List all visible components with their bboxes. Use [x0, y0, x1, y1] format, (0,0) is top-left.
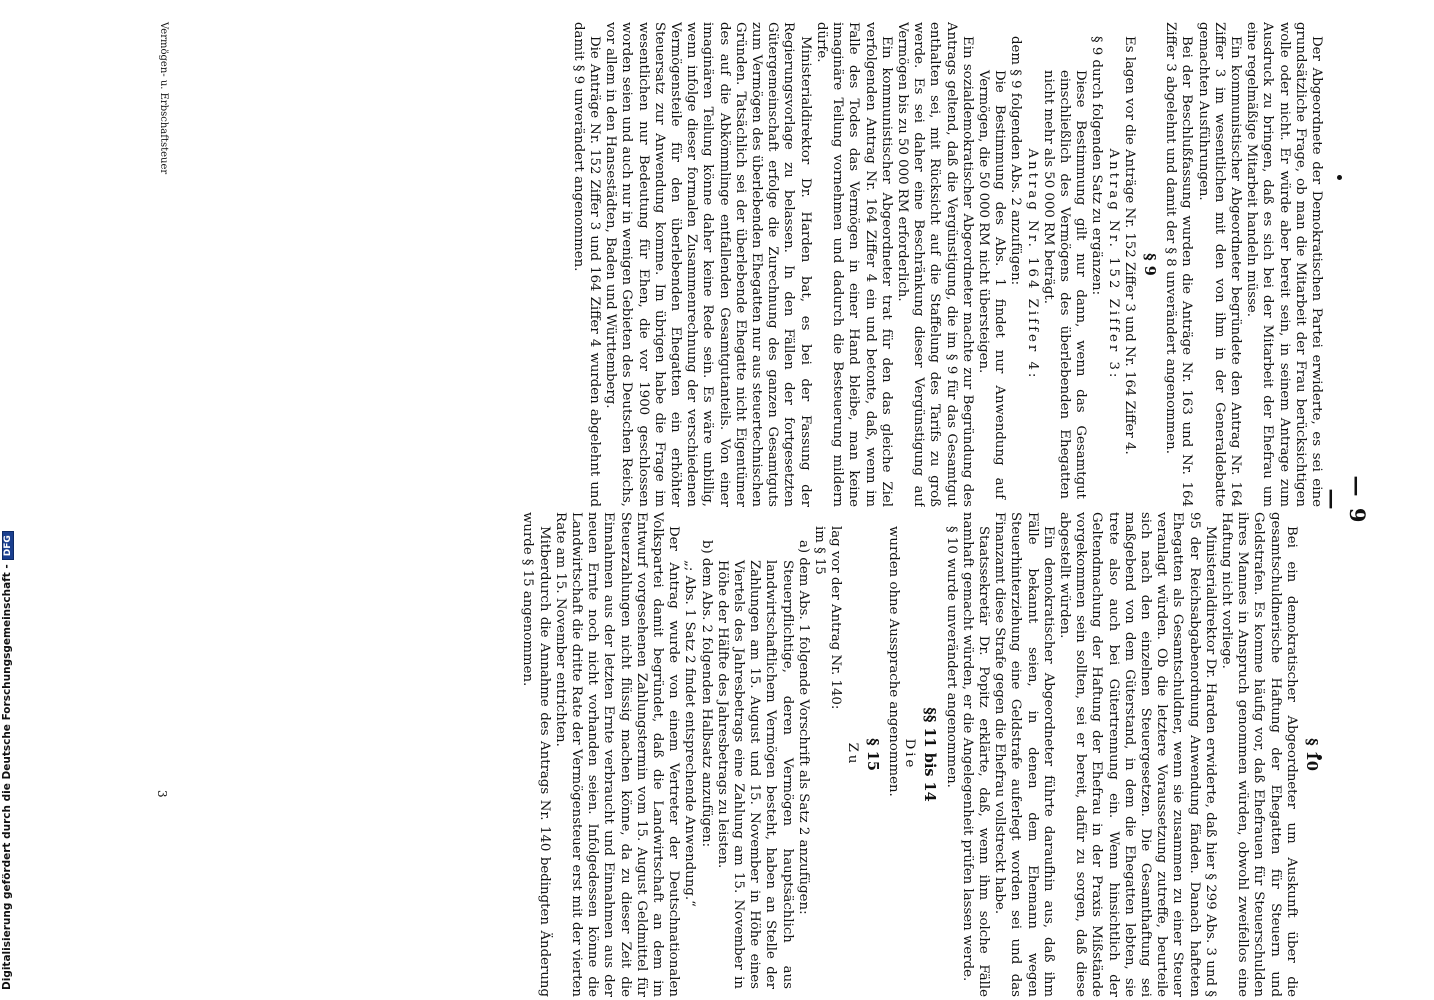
left-column [314, 22, 1324, 507]
sidebar-credit [1, 531, 14, 990]
paragraph: Bei der Beschlußfassung wurden die Anträge Nr. 163 und Nr. 164 Ziffer 3 abgelehnt und damit der § 8 unverändert angenommen. [1163, 22, 1195, 507]
digitization-sidebar [0, 0, 20, 1000]
paragraph: im § 15 [812, 526, 828, 575]
quoted-provision: Die Bestimmung des Abs. 1 findet nur Anwendung auf Vermögen, die 50 000 RM nicht übersteigen. [975, 70, 1008, 499]
list-item: b) dem Abs. 2 folgenden Halbsatz anzufügen: [698, 540, 714, 848]
paragraph: Staatssekretär Dr. Popitz erklärte, daß, wenn ihm solche Fälle namhaft gemacht würden, er die Angelegenheit prüfen lassen werde. [959, 512, 991, 997]
paragraph: lag vor der Antrag Nr. 140: [828, 526, 844, 710]
paragraph: Der Antrag wurde von einem Vertreter der Deutschnationalen Volkspartei damit begründet, daß die Landwirtschaft an dem im Entwurf vorgesehenen Zahlungstermin vom 15. August Geldmittel für Steuerzahlungen nicht flüssig machen könne, da zu dieser Zeit die Einnahmen aus der letzten Ernte verbraucht und Einnahmen aus der neuen Ernte noch nicht vorhanden seien. Infolgedessen könne die Landwirtschaft die dritte Rate der Vermögensteuer erst mit der vierten Rate am 15. November entrichten. [552, 512, 682, 997]
paragraph: Ministerialdirektor Dr. Harden bat, es bei der Fassung der Regierungsvorlage zu belassen. In den Fällen der fortgesetzten Gütergemeinschaft erfolge die Zurechnung des ganzen Gesamtguts zum Vermögen des überlebenden Ehegatten nur aus steuertechnischen Gründen. Tatsächlich sei der überlebende Ehegatte nicht Eigentümer des auf die Abkömmlinge entfallenden Gesamtgutanteils. Von einer imaginären Teilung könne daher keine Rede sein. Es wäre unbillig, wenn infolge dieser formalen Zusammenrechnung der verschiedenen Vermögensteile für den überlebenden Ehegatten ein erhöhter Steuersatz zur Anwendung komme. Im übrigen habe die Frage im wesentlichen nur Bedeutung für Ehen, die vor 1900 geschlossen worden seien und auch nur in wenigen Gebieten des Deutschen Reichs, vor allem in den Hansestädten, Baden und Württemberg. [603, 22, 813, 507]
footer-note: Vermögen- u. Erbschaftsteuer [158, 22, 169, 175]
paragraph: § 10 wurde unverändert angenommen. [943, 526, 959, 788]
section-heading: § 10 [1303, 738, 1320, 771]
paragraph: § 9 durch folgenden Satz zu ergänzen: [1089, 36, 1105, 296]
paragraph: dem § 9 folgenden Abs. 2 anzufügen: [1008, 36, 1024, 286]
paragraph: Bei ein demokratischer Abgeordneter um Auskunft über die gesamtschuldnerische Haftung der Ehegatten für Steuern und Geldstrafen. Es komme häufig vor, daß Ehefrauen für Steuerschulden ihres Mannes in Anspruch genommen würden, obwohl zweifellos eine Haftung nicht vorliege. [1218, 512, 1299, 997]
sidebar-credit-text: Digitalisierung gefördert durch die Deutsche Forschungsgemeinschaft - [1, 564, 13, 990]
section-heading: §§ 11 bis 14 [921, 707, 939, 802]
motion-heading: Antrag Nr. 164 Ziffer 4: [1024, 148, 1040, 381]
list-item: a) dem Abs. 1 folgende Vorschrift als Satz 2 anzufügen: [795, 540, 811, 915]
right-column [314, 512, 1324, 997]
sheet-number: 3 [155, 790, 169, 798]
paragraph: Der Abgeordnete der Demokratischen Partei erwiderte, es sei eine grundsätzliche Frage, ob man die Mitarbeit der Frau berücksichtigen wolle oder nicht. Er würde aber bereit sein, in seinem Antrage zum Ausdruck zu bringen, daß es sich bei der Mitarbeit der Ehefrau um eine regelmäßige Mitarbeit handeln müsse. [1244, 22, 1324, 507]
dfg-logo: DFG [2, 531, 14, 560]
quoted-provision: Steuerpflichtige, deren Vermögen hauptsächlich aus landwirtschaftlichem Vermögen besteht, haben an Stelle der Zahlungen am 15. August und 15. November in Höhe eines Viertels des Jahresbetrags eine Zahlung am 15. November in Höhe der Hälfte des Jahresbetrags zu leisten. [714, 560, 795, 989]
motion-heading: Zu [844, 742, 860, 767]
paragraph: Ein demokratischer Abgeordneter führte daraufhin aus, daß ihm Fälle bekannt seien, in denen dem Ehemann wegen Steuerhinterziehung eine Geldstrafe auferlegt worden sei und das Finanzamt diese Strafe gegen die Ehefrau vollstreckt habe. [992, 512, 1056, 997]
motion-heading: Antrag Nr. 152 Ziffer 3: [1105, 148, 1121, 381]
section-heading: § 9 [1140, 253, 1158, 276]
page-header [1320, 0, 1370, 1000]
section-heading: § 15 [863, 738, 881, 771]
paragraph: Ein kommunistischer Abgeordneter trat für den das gleiche Ziel verfolgenden Antrag Nr. 164 Ziffer 4 ein und betonte, daß, wenn im Falle des Todes das Vermögen in einer Hand bleibe, man keine imaginäre Teilung vornehmen und dadurch die Besteuerung mildern dürfe. [813, 22, 894, 507]
quoted-provision: „; Abs. 1 Satz 2 findet entsprechende Anwendung.“ [682, 560, 698, 907]
paragraph: Die Anträge Nr. 152 Ziffer 3 und 164 Ziffer 4 wurden abgelehnt und damit § 9 unverändert angenommen. [570, 22, 603, 507]
page-number: — 9 — [1320, 475, 1370, 525]
paragraph: wurden ohne Aussprache angenommen. [885, 526, 901, 797]
quoted-provision: Diese Bestimmung gilt nur dann, wenn das Gesamtgut einschließlich des Vermögens des überlebenden Ehegatten nicht mehr als 50 000 RM beträgt. [1040, 70, 1089, 499]
motion-heading: Die [902, 738, 918, 771]
paragraph: Ein sozialdemokratischer Abgeordneter machte zur Begründung des Antrags geltend, daß die Vergünstigung, die im § 9 für das Gesamtgut enthalten sei, mit Rücksicht auf die Staffelung des Tarifs zu groß werde. Es sei daher eine Beschränkung dieser Vergünstigung auf Vermögen bis zu 50 000 RM erforderlich. [894, 22, 975, 507]
scan-speck [1337, 175, 1342, 180]
paragraph: Es lagen vor die Anträge Nr. 152 Ziffer 3 und Nr. 164 Ziffer 4. [1121, 36, 1137, 455]
paragraph: Ministerialdirektor Dr. Harden erwiderte, daß hier § 299 Abs. 3 und § 95 der Reichsabgabenordnung Anwendung fänden. Danach hafteten Ehegatten als Gesamtschuldner, wenn sie zusammen zu einer Steuer veranlagt würden. Ob die letztere Voraussetzung zutreffe, beurteile sich nach den einzelnen Steuergesetzen. Die Gesamthaftung sei maßgebend von dem Güterstand, in dem die Ehegatten lebten, sie trete also auch bei Gütertrennung ein. Wenn hinsichtlich der Geltendmachung der Haftung der Ehefrau in der Praxis Mißstände vorgekommen sein sollten, sei er bereit, dafür zu sorgen, daß diese abgestellt würden. [1056, 512, 1218, 997]
paragraph: Mitberdurch die Annahme des Antrags Nr. 140 bedingten Änderung wurde § 15 angenommen. [520, 512, 552, 997]
paragraph: Ein kommunistischer Abgeordneter begründete den Antrag Nr. 164 Ziffer 3 im wesentlichen mit den von ihm in der Generaldebatte gemachten Ausführungen. [1195, 22, 1243, 507]
